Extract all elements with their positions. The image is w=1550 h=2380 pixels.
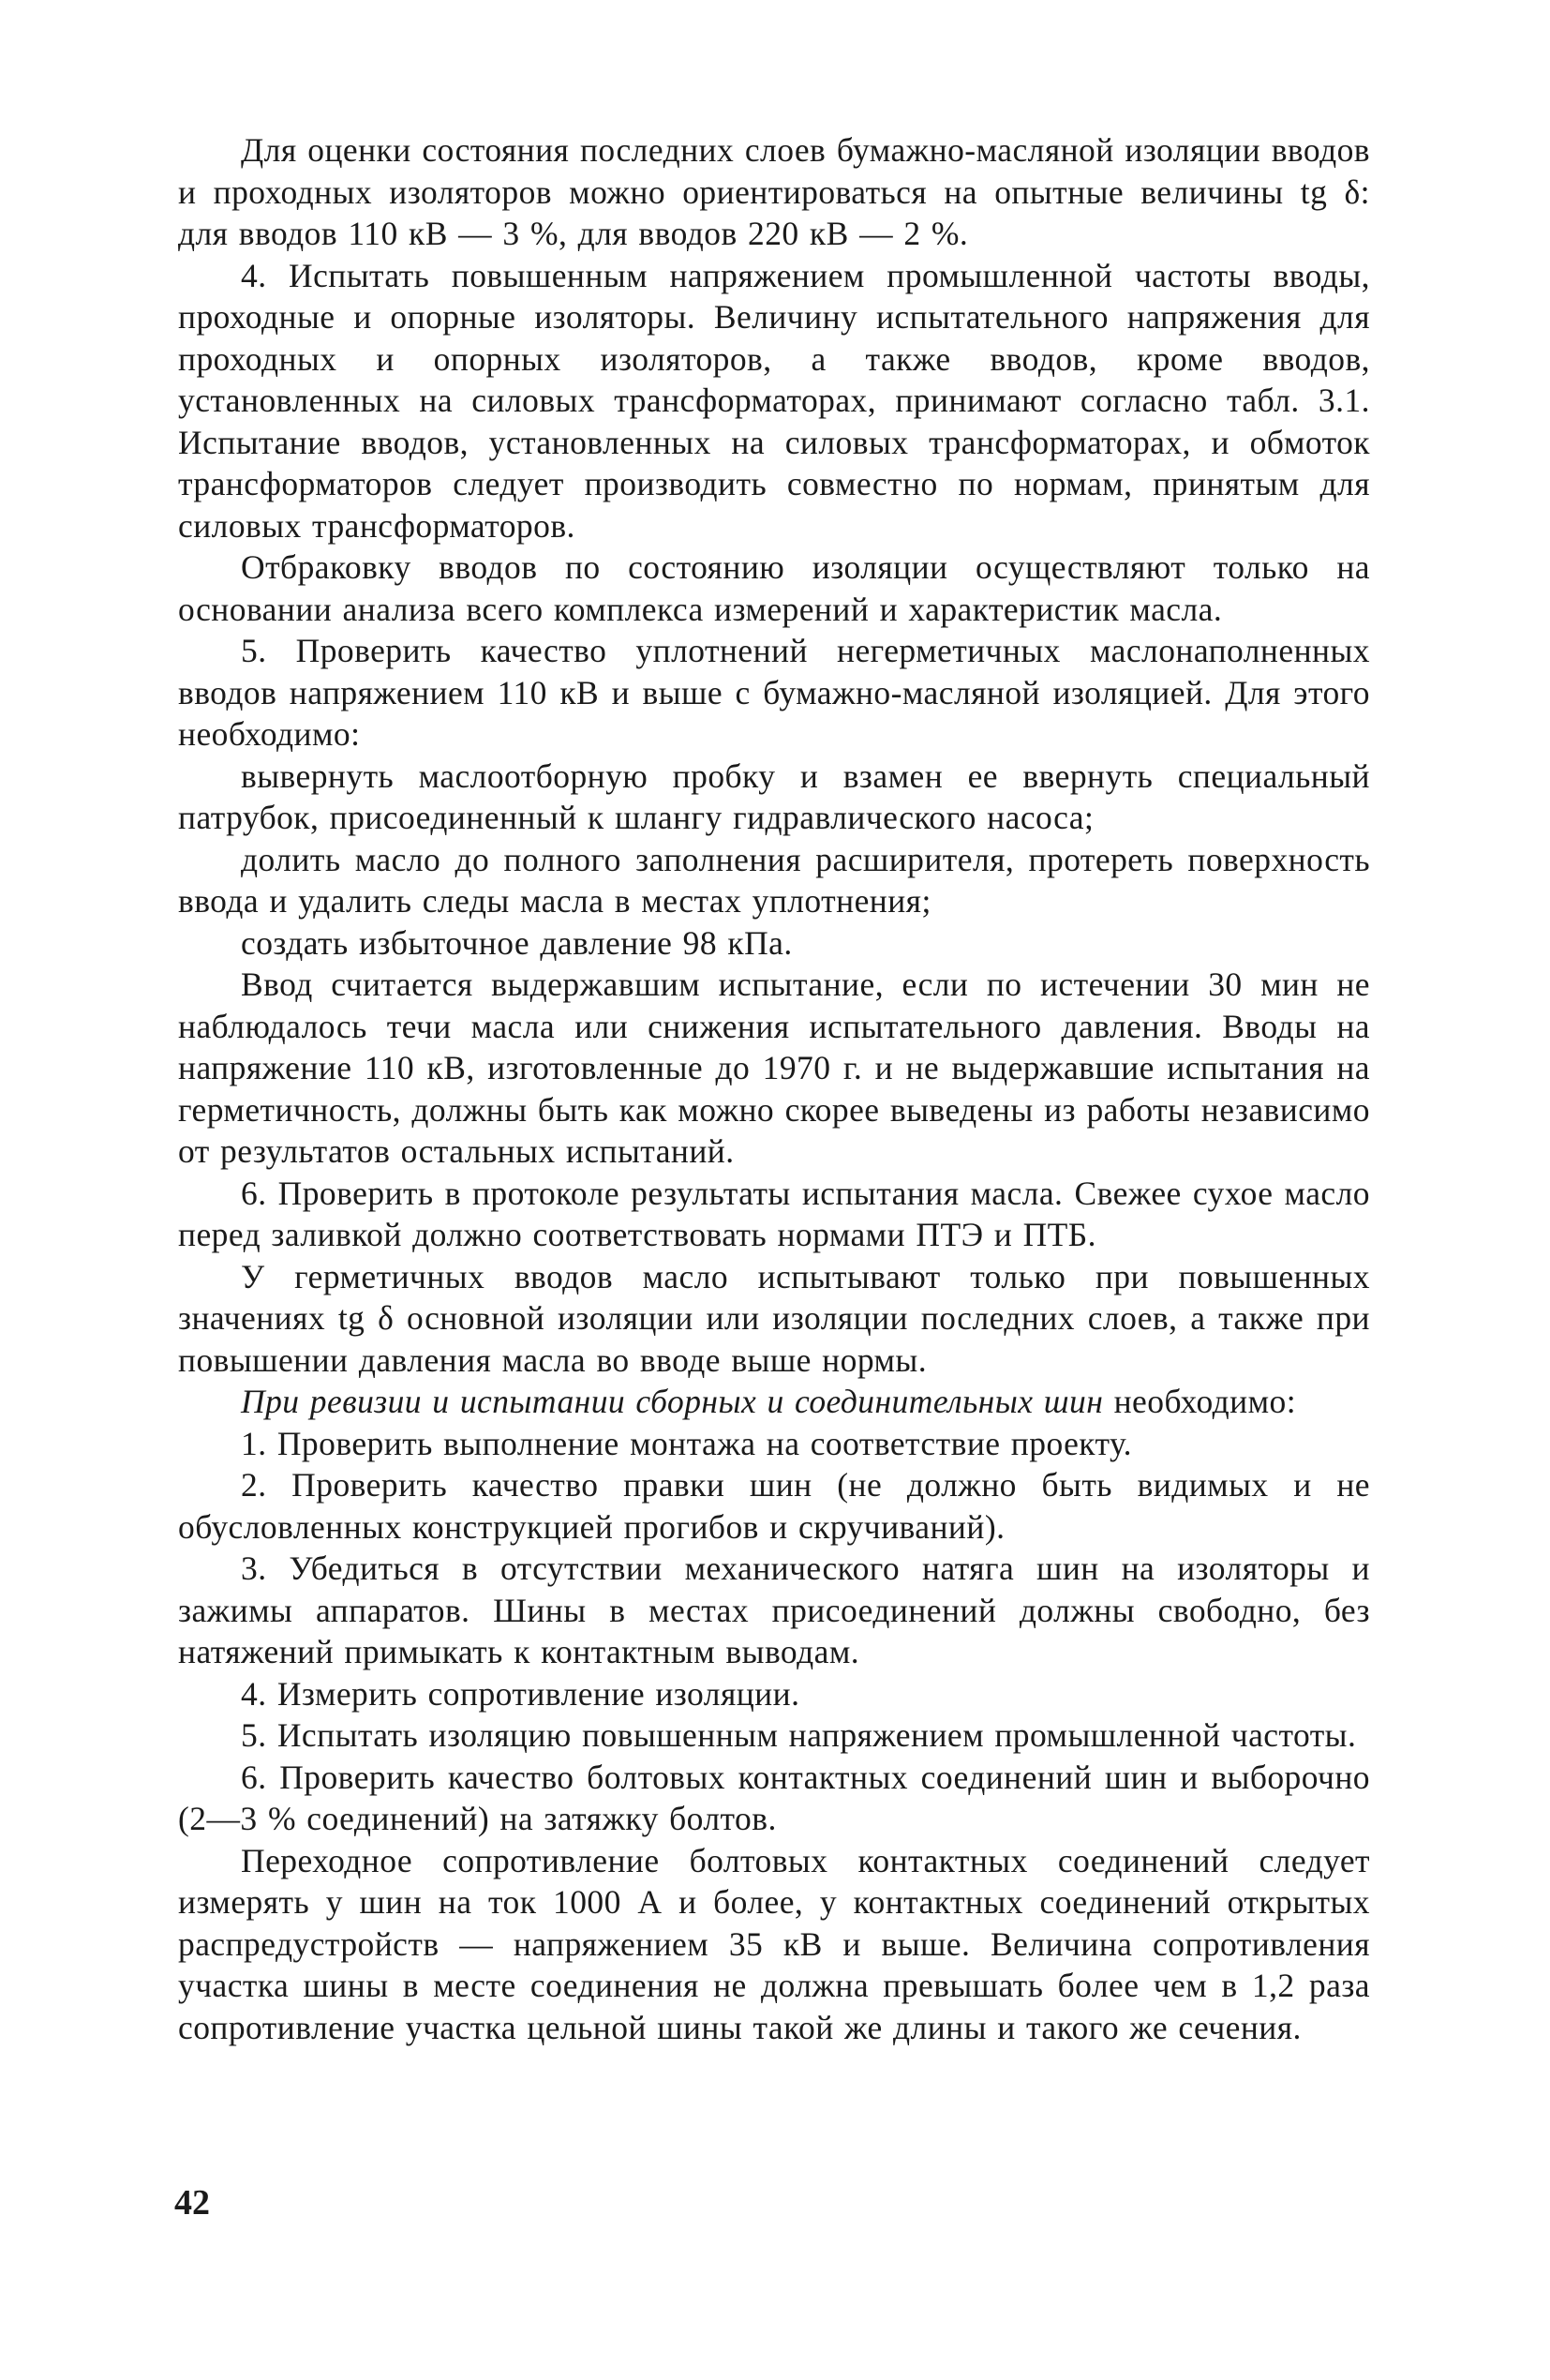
paragraph-test-passed: Ввод считается выдержавшим испытание, если по истечении 30 мин не наблюдалось течи масла или снижения испытательного давления. Вводы на напряжение 110 кВ, изготовленные до 1970 г. и не выдержавшие испытания на герметичность, должны быть как можно скорее выведены из работы независимо от результатов остальных испытаний. [178, 965, 1370, 1170]
paragraph-contact-resistance: Переходное сопротивление болтовых контактных соединений следует измерять у шин на ток 1000 А и более, у контактных соединений открытых распредустройств — напряжением 35 кВ и выше. Величина сопротивления участка шины в месте соединения не должна превышать более чем в 1,2 раза сопротивление участка цельной шины такой же длины и такого же сечения. [178, 1841, 1370, 2046]
paragraph-tg-delta-values: Для оценки состояния последних слоев бумажно-масляной изоляции вводов и проходных изоляторов можно ориентироваться на опытные величины tg δ: для вводов 110 кВ — 3 %, для вводов 220 кВ — 2 %. [178, 131, 1370, 252]
busbar-step-6: 6. Проверить качество болтовых контактных соединений шин и выборочно (2—3 % соединений) на затяжку болтов. [178, 1758, 1370, 1837]
busbar-step-5: 5. Испытать изоляцию повышенным напряжением промышленной частоты. [241, 1716, 1357, 1754]
busbar-step-1: 1. Проверить выполнение монтажа на соответствие проекту. [241, 1424, 1132, 1462]
paragraph-hermetic-bushings: У герметичных вводов масло испытывают только при повышенных значениях tg δ основной изоляции или изоляции последних слоев, а также при повышении давления масла во вводе выше нормы. [178, 1257, 1370, 1379]
paragraph-unscrew-plug: вывернуть маслоотборную пробку и взамен ее ввернуть специальный патрубок, присоединенный к шлангу гидравлического насоса; [178, 756, 1370, 836]
paragraph-step-4-overvoltage-test: 4. Испытать повышенным напряжением промышленной частоты вводы, проходные и опорные изоляторы. Величину испытательного напряжения для проходных и опорных изоляторов, а также вводов, кроме вводов, установленных на силовых трансформаторах, принимают согласно табл. 3.1. Испытание вводов, установленных на силовых трансформаторах, и обмоток трансформаторов следует производить совместно по нормам, принятым для силовых трансформаторов. [178, 256, 1370, 545]
paragraph-busbar-intro [178, 1381, 1370, 1423]
busbar-intro-italic: При ревизии и испытании сборных и соединительных шин [241, 1383, 1104, 1420]
busbar-intro-rest: необходимо: [1103, 1383, 1297, 1420]
paragraph-top-up-oil: долить масло до полного заполнения расширителя, протереть поверхность ввода и удалить следы масла в местах уплотнения; [178, 840, 1370, 920]
busbar-step-3: 3. Убедиться в отсутствии механического натяга шин на изоляторы и зажимы аппаратов. Шины в местах присоединений должны свободно, без натяжений примыкать к контактным выводам. [178, 1549, 1370, 1670]
busbar-step-4: 4. Измерить сопротивление изоляции. [241, 1674, 800, 1713]
paragraph-step-6-oil-protocol: 6. Проверить в протоколе результаты испытания масла. Свежее сухое масло перед заливкой должно соответствовать нормами ПТЭ и ПТБ. [178, 1174, 1370, 1253]
body-text [178, 129, 1370, 2048]
busbar-step-2: 2. Проверить качество правки шин (не должно быть видимых и не обусловленных конструкцией прогибов и скручиваний). [178, 1466, 1370, 1546]
paragraph-step-5-seal-check: 5. Проверить качество уплотнений негерметичных маслонаполненных вводов напряжением 110 кВ и выше с бумажно-масляной изоляцией. Для этого необходимо: [178, 632, 1370, 753]
paragraph-rejection-criteria: Отбраковку вводов по состоянию изоляции осуществляют только на основании анализа всего комплекса измерений и характеристик масла. [178, 548, 1370, 628]
paragraph-overpressure: создать избыточное давление 98 кПа. [241, 923, 793, 962]
page-number: 42 [174, 2183, 210, 2223]
